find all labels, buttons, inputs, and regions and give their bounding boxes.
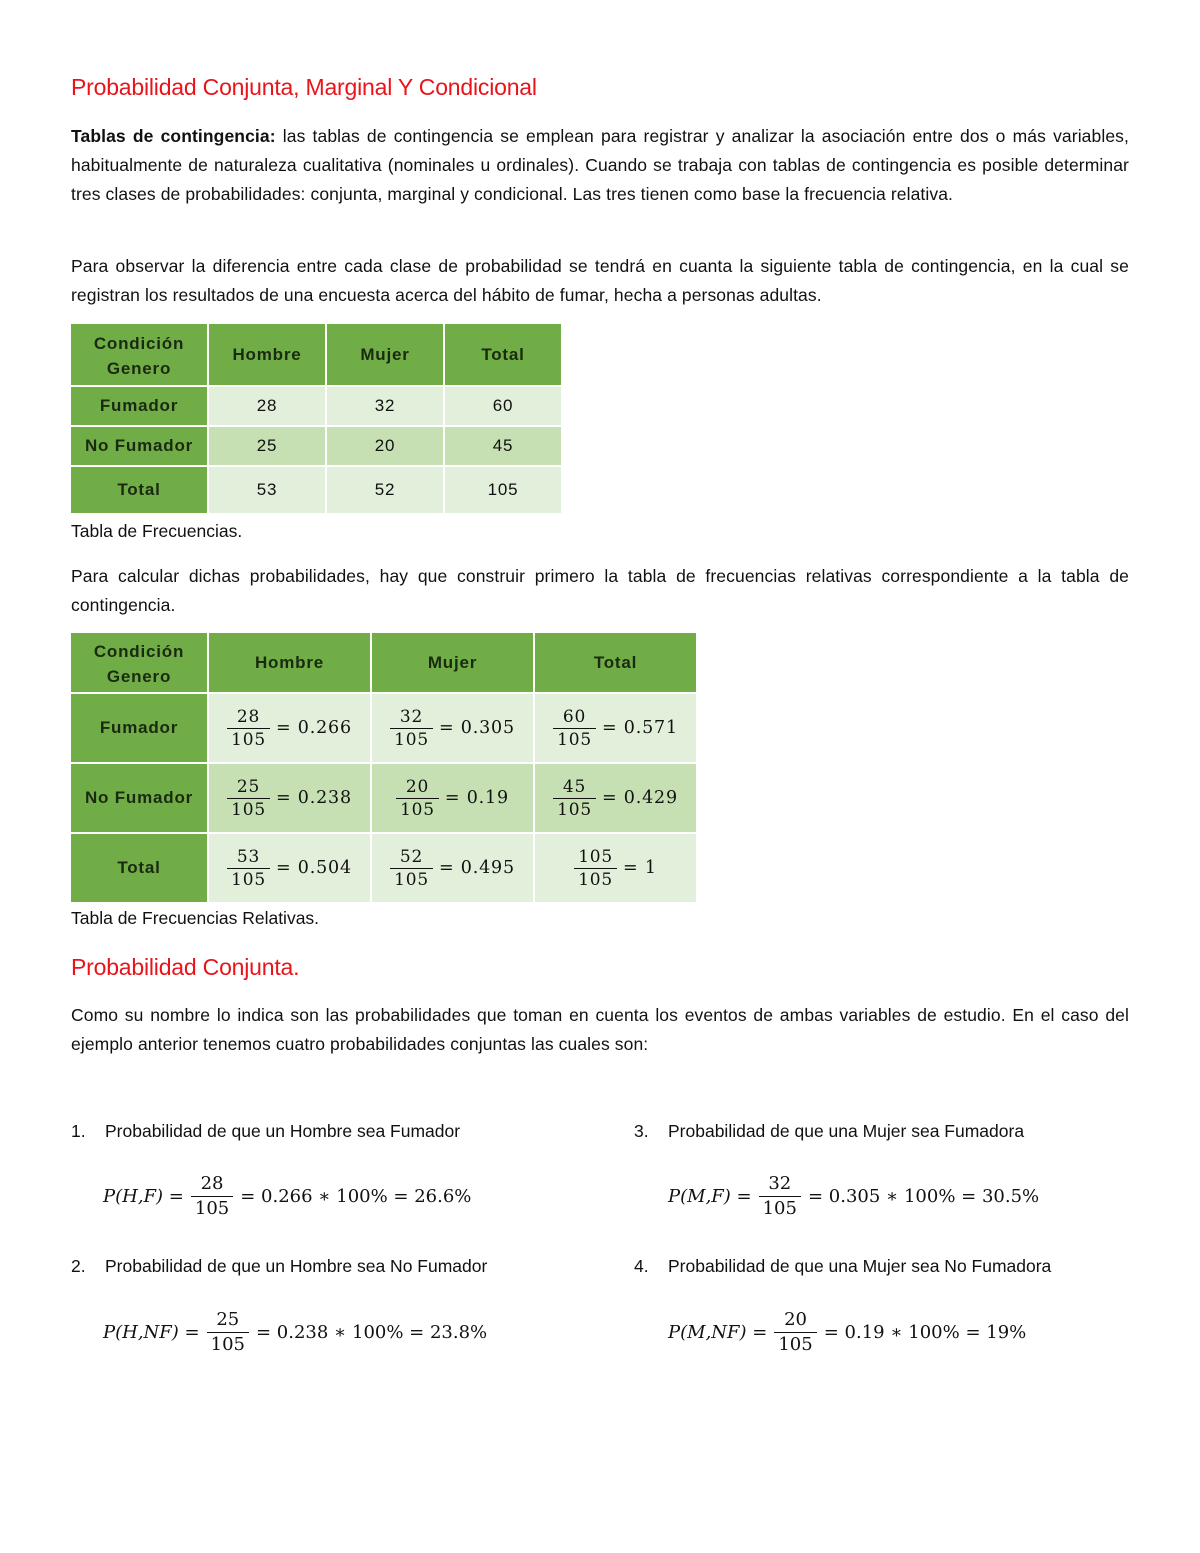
intro-text: las tablas de contingencia se emplean para registrar y analizar la asociación entre dos o más variables, habitualmente de naturaleza cualitativa (nominales u ordinales). Cuando se trabaja con tablas de contingencia es posible determinar tres clases de probabilidades: conjunta, marginal y condicional. Las tres tienen como base la frecuencia relativa. (71, 126, 1129, 204)
table-header-cell: Hombre (208, 324, 326, 386)
table-header-row (71, 633, 697, 693)
table-caption: Tabla de Frecuencias Relativas. (71, 908, 320, 928)
equation: P(M,NF) = $\frac{20}{105}$ = 0.19 ∗ 100% = 19% (668, 1309, 1027, 1355)
table-header-cell: Hombre (208, 633, 371, 693)
table-cell: 32 (326, 386, 444, 426)
table-header-cell: Condición Genero (71, 324, 208, 386)
list-item: 4. Probabilidad de que una Mujer sea No Fumadora (634, 1256, 1052, 1276)
table-cell: 20 (326, 426, 444, 466)
table-cell: 105 (444, 466, 562, 514)
fraction-cell: $\frac{45}{105}$ = 0.429 (534, 763, 697, 833)
paragraph-3: Para calcular dichas probabilidades, hay que construir primero la tabla de frecuencias relativas correspondiente a la tabla de contingencia. (71, 566, 1129, 615)
table-row (71, 386, 562, 426)
table-row (71, 833, 697, 903)
list-item: 1. Probabilidad de que un Hombre sea Fumador (71, 1121, 461, 1141)
table-row (71, 693, 697, 763)
fraction-cell: $\frac{20}{105}$ = 0.19 (371, 763, 534, 833)
table-row (71, 426, 562, 466)
table-row (71, 763, 697, 833)
row-label: Fumador (71, 693, 208, 763)
table-cell: 60 (444, 386, 562, 426)
fraction-cell: $\frac{28}{105}$ = 0.266 (208, 693, 371, 763)
frequency-table (71, 324, 563, 515)
row-label: Total (71, 466, 208, 514)
table-cell: 53 (208, 466, 326, 514)
table-header-cell: Mujer (326, 324, 444, 386)
paragraph-2: Para observar la diferencia entre cada clase de probabilidad se tendrá en cuanta la siguiente tabla de contingencia, en la cual se registran los resultados de una encuesta acerca del hábito de fumar, hecha a personas adultas. (71, 256, 1129, 305)
relative-frequency-table (71, 633, 698, 904)
equation: P(M,F) = $\frac{32}{105}$ = 0.305 ∗ 100% = 30.5% (668, 1173, 1040, 1219)
table-header-cell: Total (534, 633, 697, 693)
paragraph-4: Como su nombre lo indica son las probabilidades que toman en cuenta los eventos de ambas variables de estudio. En el caso del ejemplo anterior tenemos cuatro probabilidades conjuntas las cuales son: (71, 1005, 1129, 1054)
table-cell: 52 (326, 466, 444, 514)
fraction-cell: $\frac{60}{105}$ = 0.571 (534, 693, 697, 763)
fraction-cell: $\frac{25}{105}$ = 0.238 (208, 763, 371, 833)
row-label: Fumador (71, 386, 208, 426)
table-header-cell: Condición Genero (71, 633, 208, 693)
intro-lead: Tablas de contingencia: (71, 126, 276, 146)
intro-paragraph (71, 122, 1129, 209)
section-title: Probabilidad Conjunta. (71, 954, 300, 980)
table-caption: Tabla de Frecuencias. (71, 521, 243, 541)
list-item: 2. Probabilidad de que un Hombre sea No Fumador (71, 1256, 488, 1276)
row-label: No Fumador (71, 426, 208, 466)
table-header-cell: Mujer (371, 633, 534, 693)
table-header-row (71, 324, 562, 386)
page-title: Probabilidad Conjunta, Marginal Y Condicional (71, 74, 537, 100)
fraction-cell: $\frac{32}{105}$ = 0.305 (371, 693, 534, 763)
row-label: Total (71, 833, 208, 903)
equation: P(H,NF) = $\frac{25}{105}$ = 0.238 ∗ 100% = 23.8% (103, 1309, 488, 1355)
list-item: 3. Probabilidad de que una Mujer sea Fumadora (634, 1121, 1025, 1141)
fraction-cell: $\frac{52}{105}$ = 0.495 (371, 833, 534, 903)
equation: P(H,F) = $\frac{28}{105}$ = 0.266 ∗ 100% = 26.6% (103, 1173, 472, 1219)
table-cell: 25 (208, 426, 326, 466)
table-cell: 45 (444, 426, 562, 466)
table-header-cell: Total (444, 324, 562, 386)
fraction-cell: $\frac{53}{105}$ = 0.504 (208, 833, 371, 903)
fraction-cell: $\frac{105}{105}$ = 1 (534, 833, 697, 903)
row-label: No Fumador (71, 763, 208, 833)
table-row (71, 466, 562, 514)
table-cell: 28 (208, 386, 326, 426)
